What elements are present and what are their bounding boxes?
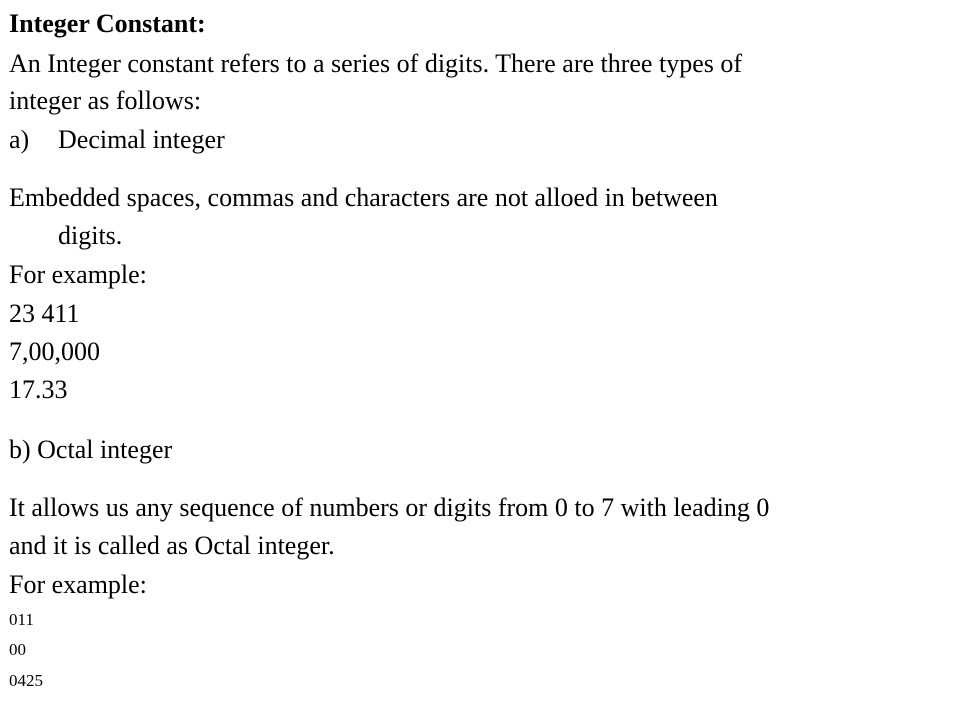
section-heading: Integer Constant: <box>9 9 206 38</box>
list-item-octal: b) Octal integer <box>9 435 173 464</box>
decimal-example-item: 17.33 <box>9 375 68 404</box>
decimal-example-item: 7,00,000 <box>9 337 100 366</box>
list-item-decimal <box>9 124 309 156</box>
intro-text-line-1: An Integer constant refers to a series of digits. There are three types of <box>9 49 743 78</box>
list-label-decimal: Decimal integer <box>58 125 225 154</box>
octal-note-line-1: It allows us any sequence of numbers or digits from 0 to 7 with leading 0 <box>9 493 770 522</box>
octal-example-item: 011 <box>9 610 34 629</box>
octal-example-item: 0425 <box>9 671 43 690</box>
decimal-example-label: For example: <box>9 260 147 289</box>
decimal-example-item: 23 411 <box>9 299 80 328</box>
intro-text-line-2: integer as follows: <box>9 86 202 115</box>
octal-note-line-2: and it is called as Octal integer. <box>9 531 335 560</box>
decimal-note-line-1: Embedded spaces, commas and characters are not alloed in between <box>9 183 718 212</box>
list-marker-a: a) <box>9 125 30 154</box>
octal-example-label: For example: <box>9 570 147 599</box>
decimal-note-line-2: digits. <box>58 221 123 250</box>
octal-example-item: 00 <box>9 640 26 659</box>
